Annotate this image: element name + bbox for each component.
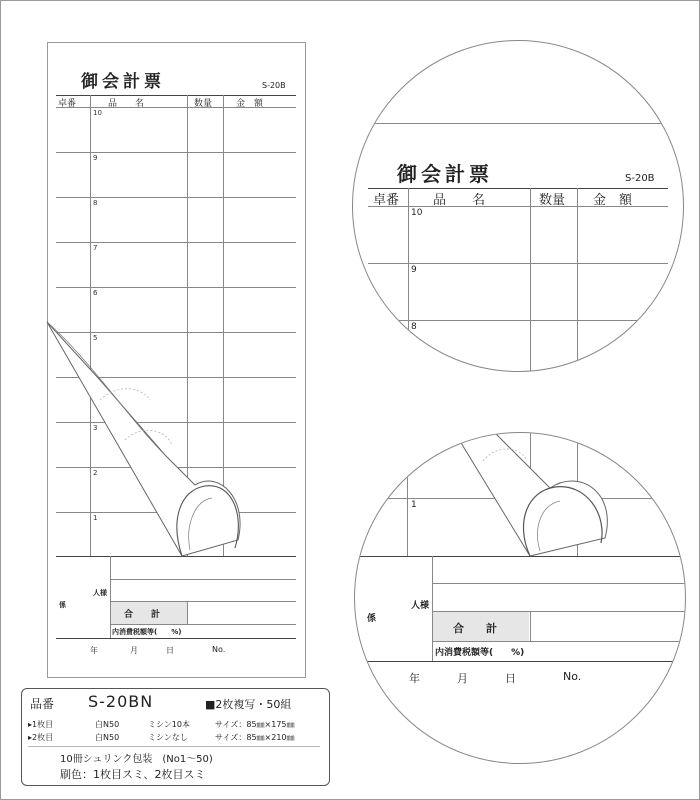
- row-number: 1: [93, 514, 98, 522]
- slip-title: 御会計票: [81, 72, 165, 92]
- zoom-tax-label: 内消費税額等( %): [435, 648, 525, 658]
- tax-label: 内消費税額等( %): [112, 628, 182, 636]
- product-label: 品番: [30, 697, 55, 711]
- row-number: 6: [93, 289, 98, 297]
- zoom-page-curl: [355, 433, 685, 763]
- header-item-name: 品 名: [108, 99, 145, 109]
- packaging-info: 10冊シュリンク包装 (No1〜50): [60, 754, 213, 765]
- product-spec: ■2枚複写・50組: [205, 698, 292, 711]
- header-table-no: 卓番: [58, 99, 77, 109]
- zoom-people-label: 人様: [411, 601, 430, 611]
- zoom-row-number: 9: [411, 265, 417, 275]
- zoom-header-amount: 金 額: [593, 193, 633, 208]
- row-number: 5: [93, 334, 98, 342]
- people-label: 人様: [93, 589, 107, 597]
- header-amount: 金 額: [236, 99, 264, 109]
- row-number: 3: [93, 424, 98, 432]
- row-number: 7: [93, 244, 98, 252]
- zoom-header-item-name: 品 名: [433, 193, 486, 208]
- date-month: 月: [130, 646, 138, 655]
- total-label: 合 計: [124, 610, 161, 620]
- sheet2-perforation: ミシンなし: [148, 733, 188, 742]
- sheet1-label: ▸1枚目: [28, 720, 54, 729]
- sheet2-size: サイズ：85㎜×210㎜: [215, 733, 295, 742]
- product-code: S-20BN: [88, 692, 154, 711]
- sheet2-label: ▸2枚目: [28, 733, 54, 742]
- sheet1-paper: 白N50: [95, 720, 120, 729]
- date-day: 日: [166, 646, 174, 655]
- sheet1-perforation: ミシン10本: [148, 720, 190, 729]
- sheet1-size: サイズ：85㎜×175㎜: [215, 720, 295, 729]
- product-info-box: [21, 688, 330, 786]
- row-number: 2: [93, 469, 98, 477]
- slip-code: S-20B: [262, 81, 286, 90]
- sheet2-paper: 白N50: [95, 733, 120, 742]
- zoom-date-no: No.: [563, 670, 582, 683]
- zoom-date-month: 月: [457, 672, 468, 685]
- header-quantity: 数量: [194, 99, 213, 109]
- zoom-header-table-no: 卓番: [373, 193, 400, 208]
- zoom-staff-label: 係: [367, 614, 377, 624]
- zoom-code: S-20B: [625, 173, 655, 184]
- zoom-row-number: 1: [411, 500, 417, 510]
- zoom-row-number: 10: [411, 208, 423, 218]
- zoom-total-label: 合 計: [453, 622, 497, 635]
- staff-label: 係: [59, 601, 66, 609]
- zoom-date-year: 年: [409, 672, 420, 685]
- zoom-date-day: 日: [505, 672, 516, 685]
- row-number: 8: [93, 199, 98, 207]
- zoom-title: 御会計票: [397, 162, 493, 186]
- date-year: 年: [90, 646, 98, 655]
- zoom-detail-footer: [354, 432, 686, 764]
- row-number: 9: [93, 154, 98, 162]
- print-color-info: 刷色：1枚目スミ、2枚目スミ: [60, 768, 206, 781]
- zoom-detail-header: [352, 40, 684, 372]
- date-no: No.: [212, 645, 226, 654]
- zoom-header-quantity: 数量: [539, 193, 566, 208]
- row-number: 10: [93, 109, 102, 117]
- zoom-row-number: 8: [411, 322, 417, 332]
